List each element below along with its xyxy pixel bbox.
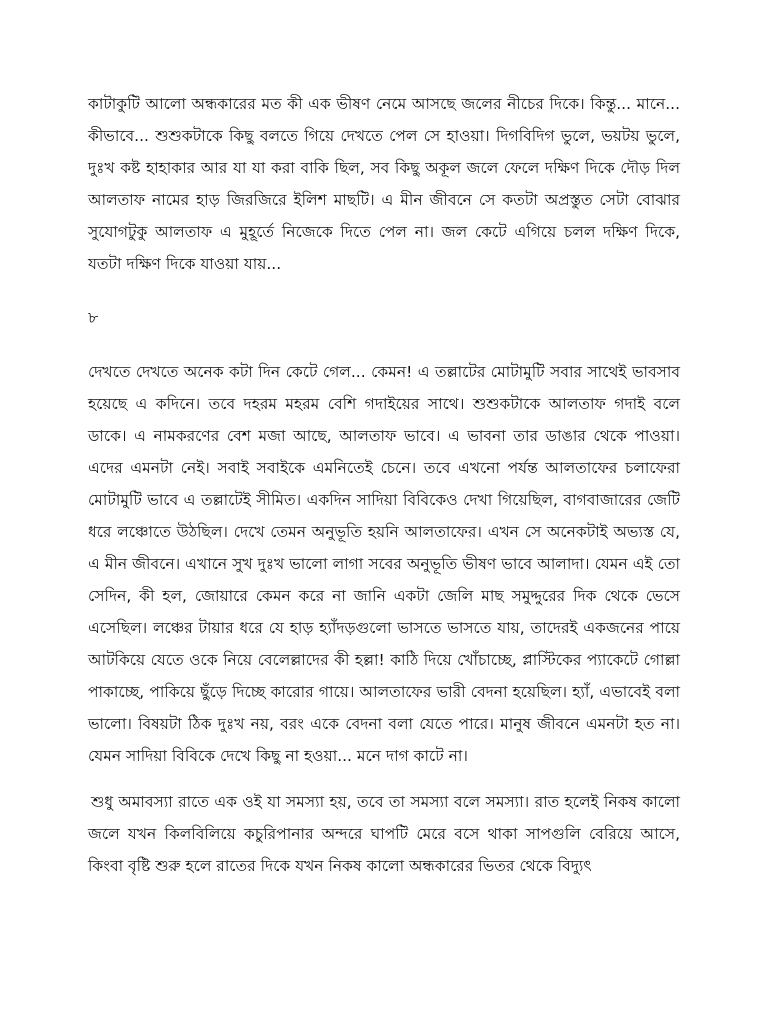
chapter-number: ৮ [88,308,99,327]
paragraph-3: শুধু অমাবস্যা রাতে এক ওই যা সমস্যা হয়, তবে তা সমস্যা বলে সমস্যা। রাত হলেই নিকষ কালো জলে যখন কিলবিলিয়ে কচুরিপানার অন্দরে ঘাপটি মেরে বসে থাকা সাপগুলি বেরিয়ে আসে, কিংবা বৃষ্টি শুরু হলে রাতের দিকে যখন নিকষ কালো অন্ধকারের ভিতর থেকে বিদ্যুৎ [88,793,680,875]
document-page [88,88,680,882]
paragraph-1: কাটাকুটি আলো অন্ধকারের মত কী এক ভীষণ নেমে আসছে জলের নীচের দিকে। কিন্তু... মানে... কীভাবে... শুশুকটাকে কিছু বলতে গিয়ে দেখতে পেল সে হাওয়া। দিগবিদিগ ভুলে, ভয়টয় ভুলে, দুঃখ কষ্ট হাহাকার আর যা যা করা বাকি ছিল, সব কিছু অকূল জলে ফেলে দক্ষিণ দিকে দৌড় দিল আলতাফ নামের হাড় জিরজিরে ইলিশ মাছটি। এ মীন জীবনে সে কতটা অপ্রস্তুত সেটা বোঝার সুযোগটুকু আলতাফ এ মুহূর্তে নিজেকে দিতে পেল না। জল কেটে এগিয়ে চলল দক্ষিণ দিকে, যতটা দক্ষিণ দিকে যাওয়া যায়... [88,95,680,273]
paragraph-2: দেখতে দেখতে অনেক কটা দিন কেটে গেল... কেমন! এ তল্লাটের মোটামুটি সবার সাথেই ভাবসাব হয়েছে এ কদিনে। তবে দহরম মহরম বেশি গদাইয়ের সাথে। শুশুকটাকে আলতাফ গদাই বলে ডাকে। এ নামকরণের বেশ মজা আছে, আলতাফ ভাবে। এ ভাবনা তার ডাঙার থেকে পাওয়া। এদের এমনটা নেই। সবাই সবাইকে এমনিতেই চেনে। তবে এখনো পর্যন্ত আলতাফের চলাফেরা মোটামুটি ভাবে এ তল্লাটেই সীমিত। একদিন সাদিয়া বিবিকেও দেখা গিয়েছিল, বাগবাজারের জেটি ধরে লঞ্চোতে উঠছিল। দেখে তেমন অনুভূতি হয়নি আলতাফের। এখন সে অনেকটাই অভ্যস্ত যে, এ মীন জীবনে। এখানে সুখ দুঃখ ভালো লাগা সবের অনুভূতি ভীষণ ভাবে আলাদা। যেমন এই তো সেদিন, কী হল, জোয়ারে কেমন করে না জানি একটা জেলি মাছ সমুদ্দুরের দিক থেকে ভেসে এসেছিল। লঞ্চের টায়ার ধরে যে হাড় হ্যাঁদড়গুলো ভাসতে ভাসতে যায়, তাদেরই একজনের পায়ে আটকিয়ে যেতে ওকে নিয়ে বেলেল্লাদের কী হল্লা! কাঠি দিয়ে খোঁচাচ্ছে, প্লাস্টিকের প্যাকেটে গোল্লা পাকাচ্ছে, পাকিয়ে ছুঁড়ে দিচ্ছে কারোর গায়ে। আলতাফের ভারী বেদনা হয়েছিল। হ্যাঁ, এভাবেই বলা ভালো। বিষয়টা ঠিক দুঃখ নয়, বরং একে বেদনা বলা যেতে পারে। মানুষ জীবনে এমনটা হত না। যেমন সাদিয়া বিবিকে দেখে কিছু না হওয়া... মনে দাগ কাটে না। [88,363,680,765]
